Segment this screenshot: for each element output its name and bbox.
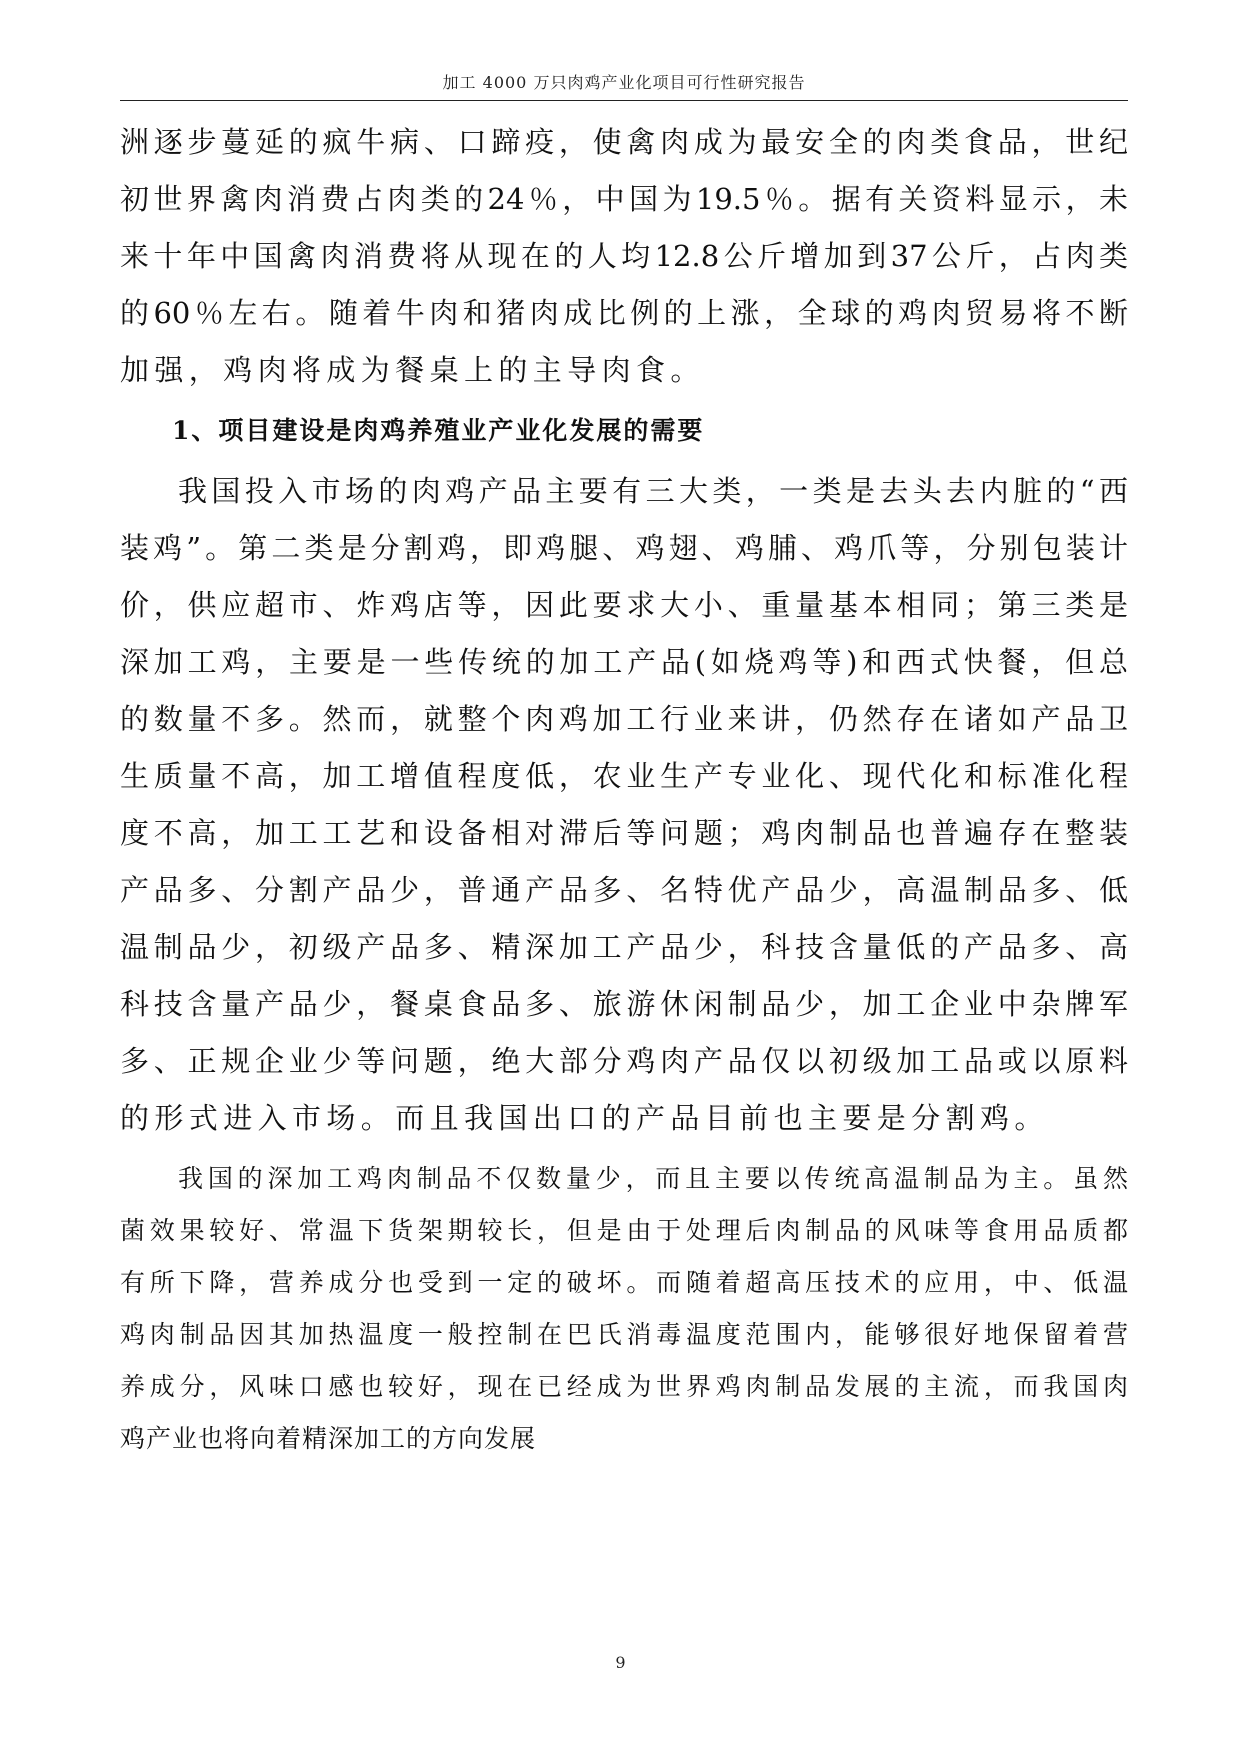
market-paragraph [120, 463, 1128, 1147]
text-line: 我国投入市场的肉鸡产品主要有三大类，一类是去头去内脏的“西 [178, 474, 1128, 508]
text-line: 的60％左右。随着牛肉和猪肉成比例的上涨，全球的鸡肉贸易将不断 [120, 296, 1128, 330]
text-line: 装鸡”。第二类是分割鸡，即鸡腿、鸡翅、鸡脯、鸡爪等，分别包装计 [120, 531, 1128, 565]
text-line: 初世界禽肉消费占肉类的24％，中国为19.5％。据有关资料显示，未 [120, 182, 1128, 216]
text-line: 养成分，风味口感也较好，现在已经成为世界鸡肉制品发展的主流，而我国肉 [120, 1372, 1128, 1401]
text-line: 科技含量产品少，餐桌食品多、旅游休闲制品少，加工企业中杂牌军 [120, 987, 1128, 1021]
text-line: 温制品少，初级产品多、精深加工产品少，科技含量低的产品多、高 [120, 930, 1128, 964]
page-number: 9 [615, 1653, 626, 1672]
text-line: 加强，鸡肉将成为餐桌上的主导肉食。 [120, 353, 705, 387]
text-line: 鸡肉制品因其加热温度一般控制在巴氏消毒温度范围内，能够很好地保留着营 [120, 1320, 1128, 1349]
section-heading: 1、项目建设是肉鸡养殖业产业化发展的需要 [172, 416, 705, 445]
text-line: 生质量不高，加工增值程度低，农业生产专业化、现代化和标准化程 [120, 759, 1128, 793]
text-line: 鸡产业也将向着精深加工的方向发展 [120, 1424, 537, 1453]
text-line: 多、正规企业少等问题，绝大部分鸡肉产品仅以初级加工品或以原料 [120, 1044, 1128, 1078]
header-divider [120, 100, 1128, 101]
running-header: 加工 4000 万只肉鸡产业化项目可行性研究报告 [442, 73, 806, 92]
intro-paragraph [120, 114, 1128, 399]
text-line: 的数量不多。然而，就整个肉鸡加工行业来讲，仍然存在诸如产品卫 [120, 702, 1128, 736]
text-line: 我国的深加工鸡肉制品不仅数量少，而且主要以传统高温制品为主。虽然 [178, 1164, 1128, 1193]
text-line: 菌效果较好、常温下货架期较长，但是由于处理后肉制品的风味等食用品质都 [120, 1216, 1128, 1245]
text-line: 洲逐步蔓延的疯牛病、口蹄疫，使禽肉成为最安全的肉类食品，世纪 [120, 125, 1128, 159]
text-line: 度不高，加工工艺和设备相对滞后等问题；鸡肉制品也普遍存在整装 [120, 816, 1128, 850]
text-line: 的形式进入市场。而且我国出口的产品目前也主要是分割鸡。 [120, 1101, 1049, 1135]
text-line: 价，供应超市、炸鸡店等，因此要求大小、重量基本相同；第三类是 [120, 588, 1128, 622]
text-line: 产品多、分割产品少，普通产品多、名特优产品少，高温制品多、低 [120, 873, 1128, 907]
deep-processing-paragraph [120, 1153, 1128, 1465]
text-line: 深加工鸡，主要是一些传统的加工产品(如烧鸡等)和西式快餐，但总 [120, 645, 1128, 679]
text-line: 有所下降，营养成分也受到一定的破坏。而随着超高压技术的应用，中、低温 [120, 1268, 1128, 1297]
document-body [120, 114, 1128, 1465]
text-line: 来十年中国禽肉消费将从现在的人均12.8公斤增加到37公斤，占肉类 [120, 239, 1128, 273]
